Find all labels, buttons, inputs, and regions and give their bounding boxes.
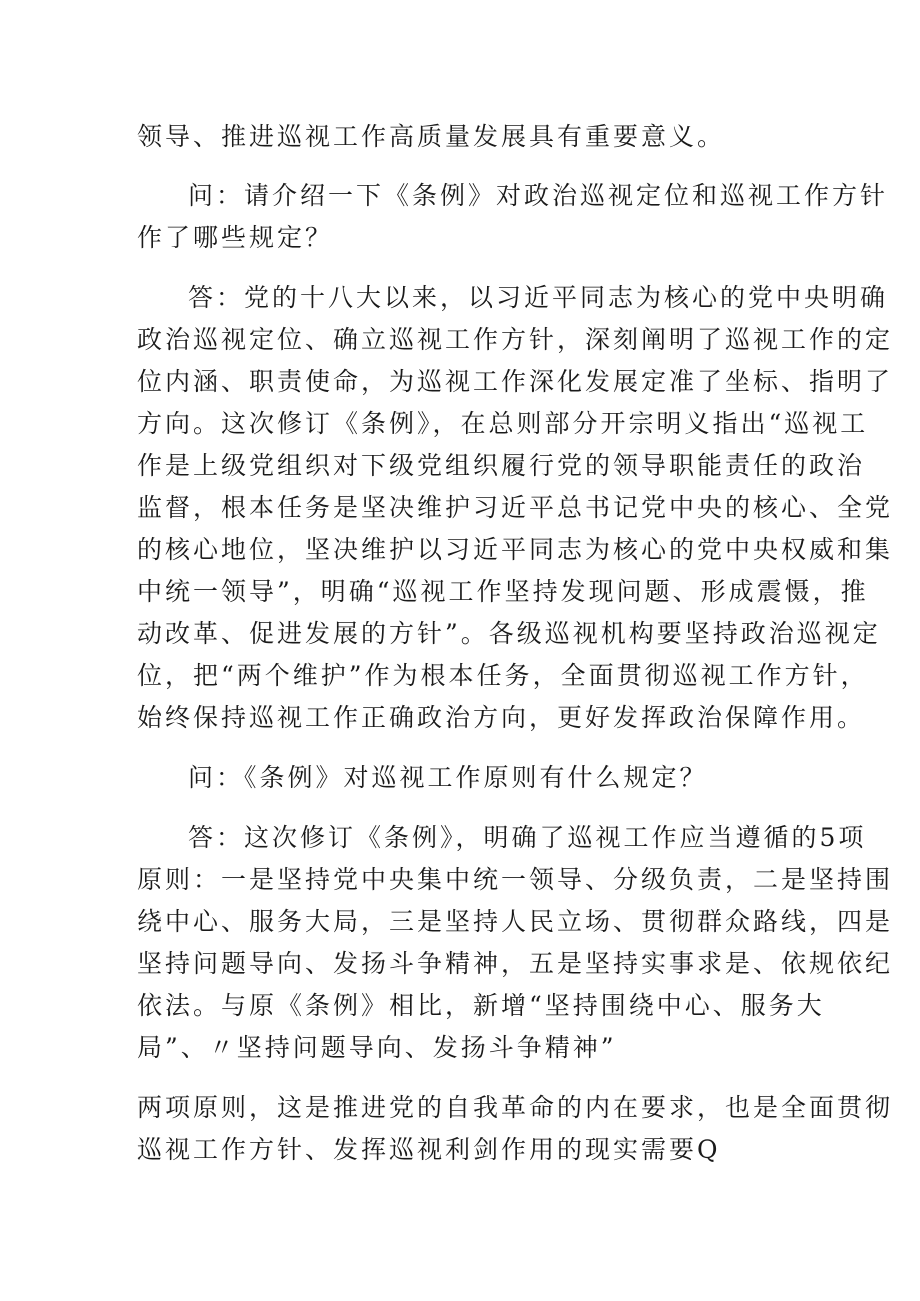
answer-line: 方向。这次修订《条例》，在总则部分开宗明义指出“巡视工 bbox=[137, 409, 869, 438]
question-line: 作了哪些规定？ bbox=[137, 223, 334, 252]
answer-line: 中统一领导”，明确“巡视工作坚持发现问题、形成震慑，推 bbox=[137, 577, 869, 606]
answer-line: 坚持问题导向、发扬斗争精神，五是坚持实事求是、依规依纪 bbox=[137, 949, 894, 978]
answer-line: 监督，根本任务是坚决维护习近平总书记党中央的核心、全党 bbox=[137, 493, 894, 522]
answer-line: 位内涵、职责使命，为巡视工作深化发展定准了坐标、指明了 bbox=[137, 367, 894, 396]
answer-line: 局”、〃坚持问题导向、发扬斗争精神” bbox=[137, 1033, 617, 1062]
answer-line: 答：这次修订《条例》，明确了巡视工作应当遵循的5项 bbox=[188, 823, 867, 852]
answer-line: 动改革、促进发展的方针”。各级巡视机构要坚持政治巡视定 bbox=[137, 619, 881, 648]
answer-line: 答：党的十八大以来，以习近平同志为核心的党中央明确 bbox=[188, 283, 889, 312]
answer-line: 原则：一是坚持党中央集中统一领导、分级负责，二是坚持围 bbox=[137, 865, 894, 894]
answer-line: 作是上级党组织对下级党组织履行党的领导职能责任的政治 bbox=[137, 451, 866, 480]
answer-line: 政治巡视定位、确立巡视工作方针，深刻阐明了巡视工作的定 bbox=[137, 325, 894, 354]
answer-line: 依法。与原《条例》相比，新增“坚持围绕中心、服务大 bbox=[137, 991, 825, 1020]
answer-line: 始终保持巡视工作正确政治方向，更好发挥政治保障作用。 bbox=[137, 703, 866, 732]
paragraph-line: 领导、推进巡视工作高质量发展具有重要意义。 bbox=[137, 122, 726, 151]
question-line: 问：请介绍一下《条例》对政治巡视定位和巡视工作方针 bbox=[188, 181, 889, 210]
paragraph-line: 巡视工作方针、发挥巡视利剑作用的现实需要Q bbox=[137, 1135, 721, 1164]
answer-line: 的核心地位，坚决维护以习近平同志为核心的党中央权威和集 bbox=[137, 535, 894, 564]
paragraph-line: 两项原则，这是推进党的自我革命的内在要求，也是全面贯彻 bbox=[137, 1093, 894, 1122]
question-line: 问：《条例》对巡视工作原则有什么规定？ bbox=[188, 763, 708, 792]
answer-line: 绕中心、服务大局，三是坚持人民立场、贯彻群众路线，四是 bbox=[137, 907, 894, 936]
answer-line: 位，把“两个维护”作为根本任务，全面贯彻巡视工作方针， bbox=[137, 661, 869, 690]
